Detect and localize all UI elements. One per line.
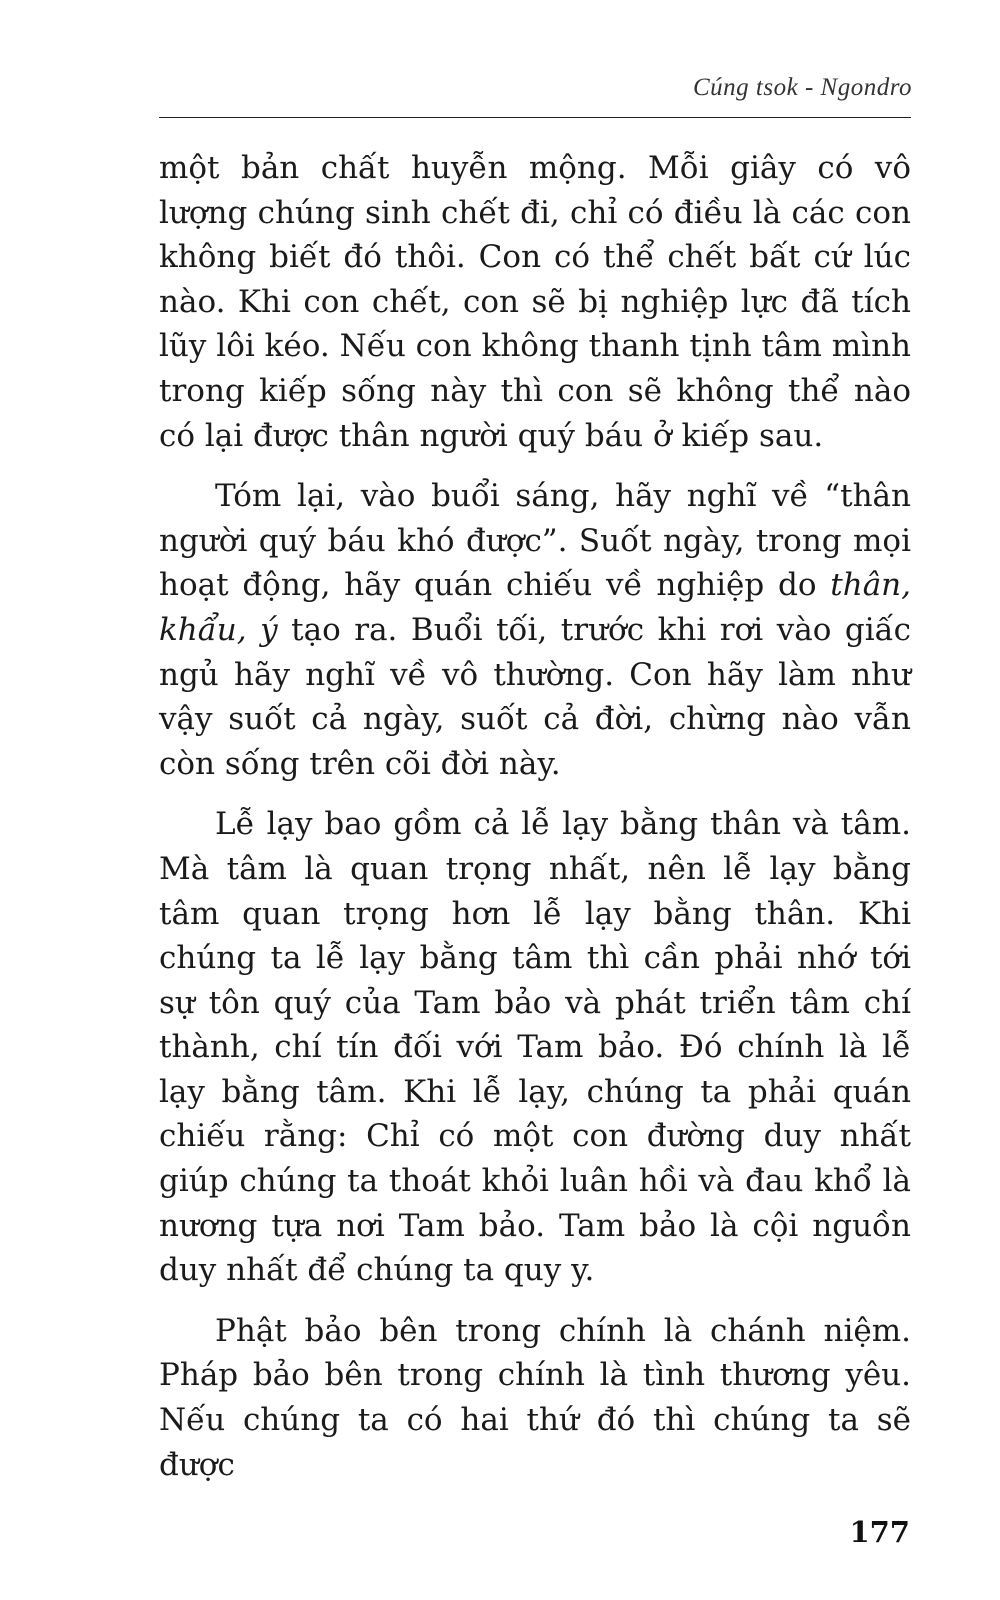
paragraph-1: một bản chất huyễn mộng. Mỗi giây có vô lượng chúng sinh chết đi, chỉ có điều là các con không biết đó thôi. Con có thể chết bất cứ lúc nào. Khi con chết, con sẽ bị nghiệp lực đã tích lũy lôi kéo. Nếu con không thanh tịnh tâm mình trong kiếp sống này thì con sẽ không thể nào có lại được thân người quý báu ở kiếp sau.: [159, 150, 911, 454]
paragraph-2-part-2: tạo ra. Buổi tối, trước khi rơi vào giấc ngủ hãy nghĩ về vô thường. Con hãy làm như vậy suốt cả ngày, suốt cả đời, chừng nào vẫn còn sống trên cõi đời này.: [159, 611, 911, 782]
paragraph-2-italic-term: thân, khẩu, ý: [159, 567, 911, 648]
body-text: [159, 146, 911, 1503]
running-header: Cúng tsok - Ngondro: [693, 74, 912, 101]
paragraph-2-part-1: Tóm lại, vào buổi sáng, hãy nghĩ về “thân người quý báu khó được”. Suốt ngày, trong mọi hoạt động, hãy quán chiếu về nghiệp do: [159, 478, 911, 604]
paragraph-3: Lễ lạy bao gồm cả lễ lạy bằng thân và tâm. Mà tâm là quan trọng nhất, nên lễ lạy bằng tâm quan trọng hơn lễ lạy bằng thân. Khi chúng ta lễ lạy bằng tâm thì cần phải nhớ tới sự tôn quý của Tam bảo và phát triển tâm chí thành, chí tín đối với Tam bảo. Đó chính là lễ lạy bằng tâm. Khi lễ lạy, chúng ta phải quán chiếu rằng: Chỉ có một con đường duy nhất giúp chúng ta thoát khỏi luân hồi và đau khổ là nương tựa nơi Tam bảo. Tam bảo là cội nguồn duy nhất để chúng ta quy y.: [159, 806, 911, 1289]
header-divider: [159, 117, 911, 118]
paragraph-4: Phật bảo bên trong chính là chánh niệm. Pháp bảo bên trong chính là tình thương yêu. Nếu chúng ta có hai thứ đó thì chúng ta sẽ được: [159, 1312, 911, 1483]
page-number: 177: [849, 1515, 910, 1549]
paragraph-2: [159, 474, 911, 786]
